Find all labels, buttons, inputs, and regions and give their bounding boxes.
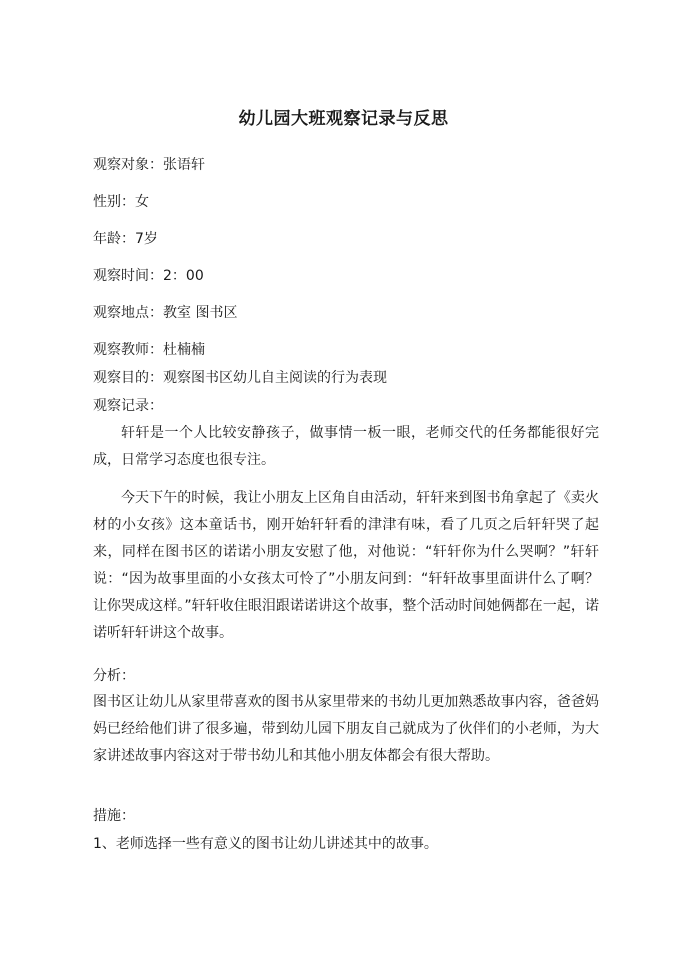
analysis-paragraph: 图书区让幼儿从家里带喜欢的图书从家里带来的书幼儿更加熟悉故事内容，爸爸妈妈已经给他们讲了很多遍，带到幼儿园下朋友自己就成为了伙伴们的小老师，为大家讲述故事内容这对于带书幼儿和其他小朋友体都会有很大帮助。 [93,694,599,764]
field-gender: 性别：女 [93,194,149,210]
field-location: 观察地点：教室 图书区 [93,305,238,321]
field-time: 观察时间：2：00 [93,268,204,284]
record-paragraph-1: 轩轩是一个人比较安静孩子，做事情一板一眼，老师交代的任务都能很好完成，日常学习态度也很专注。 [93,425,599,468]
field-purpose: 观察目的：观察图书区幼儿自主阅读的行为表现 [93,370,387,386]
field-teacher: 观察教师：杜楠楠 [93,342,205,358]
analysis-label: 分析： [93,668,135,684]
document-title: 幼儿园大班观察记录与反思 [238,109,449,129]
record-label: 观察记录： [93,398,163,414]
record-paragraph-2: 今天下午的时候，我让小朋友上区角自由活动，轩轩来到图书角拿起了《卖火材的小女孩》这本童话书，刚开始轩轩看的津津有味，看了几页之后轩轩哭了起来，同样在图书区的诺诺小朋友安慰了他，对他说：“轩轩你为什么哭啊？”轩轩说：“因为故事里面的小女孩太可怜了”小朋友问到：“轩轩故事里面讲什么了啊？让你哭成这样。”轩轩收住眼泪跟诺诺讲这个故事，整个活动时间她俩都在一起，诺诺听轩轩讲这个故事。 [93,490,599,641]
field-age: 年龄：7岁 [93,231,158,247]
field-subject: 观察对象：张语轩 [93,157,205,173]
measure-item: 1、老师选择一些有意义的图书让幼儿讲述其中的故事。 [93,836,438,852]
measures-label: 措施： [93,808,135,824]
